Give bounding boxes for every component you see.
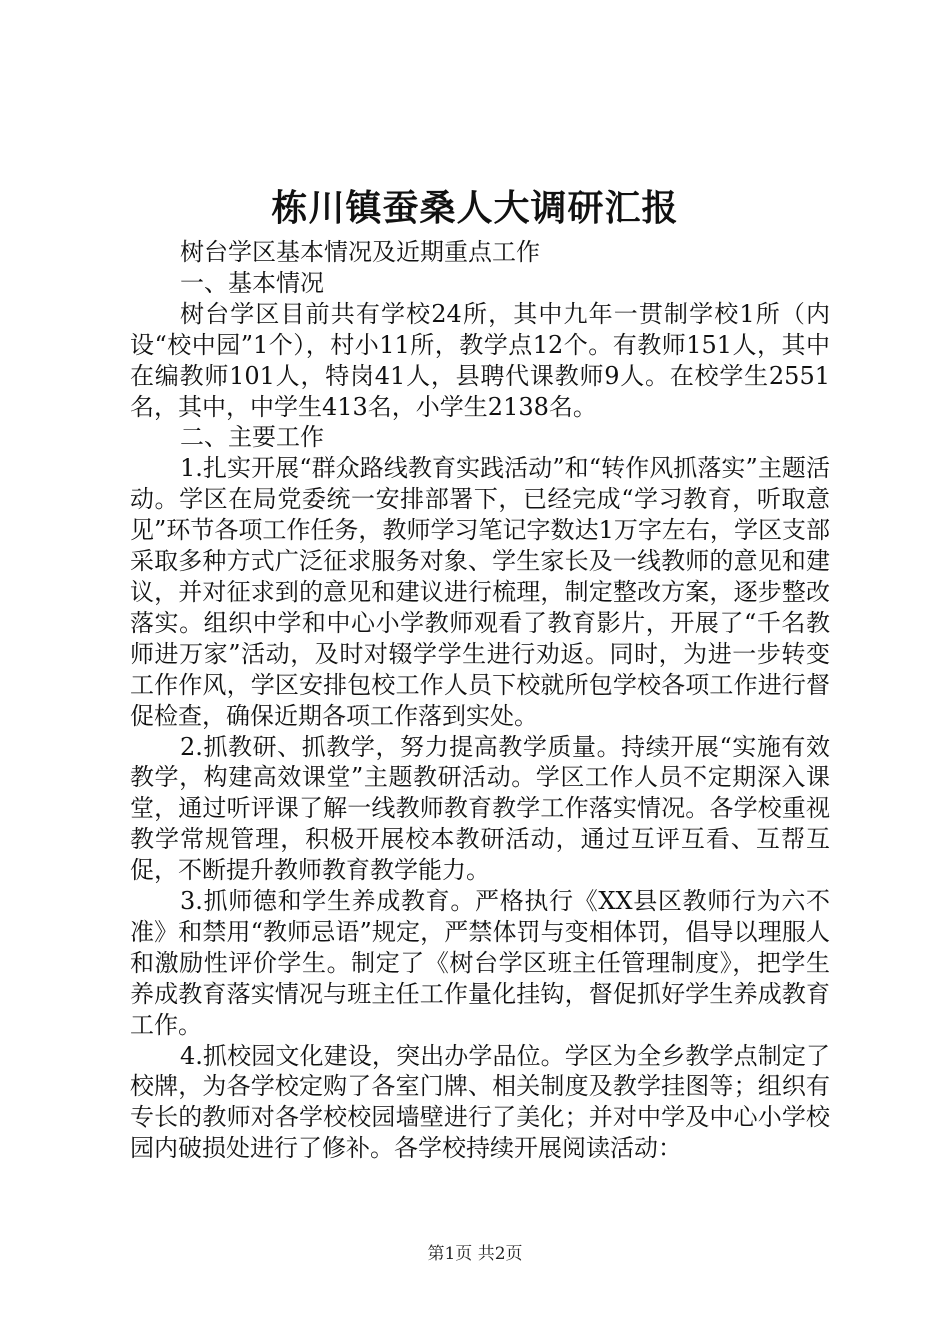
paragraph-work-item-4: 4.抓校园文化建设，突出办学品位。学区为全乡教学点制定了校牌，为各学校定购了各室门牌、相关制度及教学挂图等；组织有专长的教师对各学校校园墙壁进行了美化；并对中学及中心小学校园内破损处进行了修补。各学校持续开展阅读活动：: [130, 1041, 830, 1163]
page-footer: 第1页 共2页: [427, 1244, 523, 1264]
document-title: 栋川镇蚕桑人大调研汇报: [271, 187, 679, 229]
paragraph-work-item-2: 2.抓教研、抓教学，努力提高教学质量。持续开展“实施有效教学，构建高效课堂”主题教研活动。学区工作人员不定期深入课堂，通过听评课了解一线教师教育教学工作落实情况。各学校重视教学常规管理，积极开展校本教研活动，通过互评互看、互帮互促，不断提升教师教育教学能力。: [130, 732, 830, 885]
document-body: [130, 237, 830, 1164]
paragraph-subtitle: 树台学区基本情况及近期重点工作: [180, 238, 540, 266]
section-heading-basic-info: 一、基本情况: [180, 268, 324, 297]
paragraph-basic-info: 树台学区目前共有学校24所，其中九年一贯制学校1所（内设“校中园”1个），村小11所，教学点12个。有教师151人，其中在编教师101人，特岗41人，县聘代课教师9人。在校学生2551名，其中，中学生413名，小学生2138名。: [130, 299, 830, 421]
paragraph-work-item-1: 1.扎实开展“群众路线教育实践活动”和“转作风抓落实”主题活动。学区在局党委统一安排部署下，已经完成“学习教育，听取意见”环节各项工作任务，教师学习笔记字数达1万字左右，学区支部采取多种方式广泛征求服务对象、学生家长及一线教师的意见和建议，并对征求到的意见和建议进行梳理，制定整改方案，逐步整改落实。组织中学和中心小学教师观看了教育影片，开展了“千名教师进万家”活动，及时对辍学学生进行劝返。同时，为进一步转变工作作风，学区安排包校工作人员下校就所包学校各项工作进行督促检查，确保近期各项工作落到实处。: [130, 454, 830, 730]
paragraph-work-item-3: 3.抓师德和学生养成教育。严格执行《XX县区教师行为六不准》和禁用“教师忌语”规定，严禁体罚与变相体罚，倡导以理服人和激励性评价学生。制定了《树台学区班主任管理制度》，把学生养成教育落实情况与班主任工作量化挂钩，督促抓好学生养成教育工作。: [130, 887, 830, 1039]
section-heading-main-work: 二、主要工作: [180, 423, 324, 452]
